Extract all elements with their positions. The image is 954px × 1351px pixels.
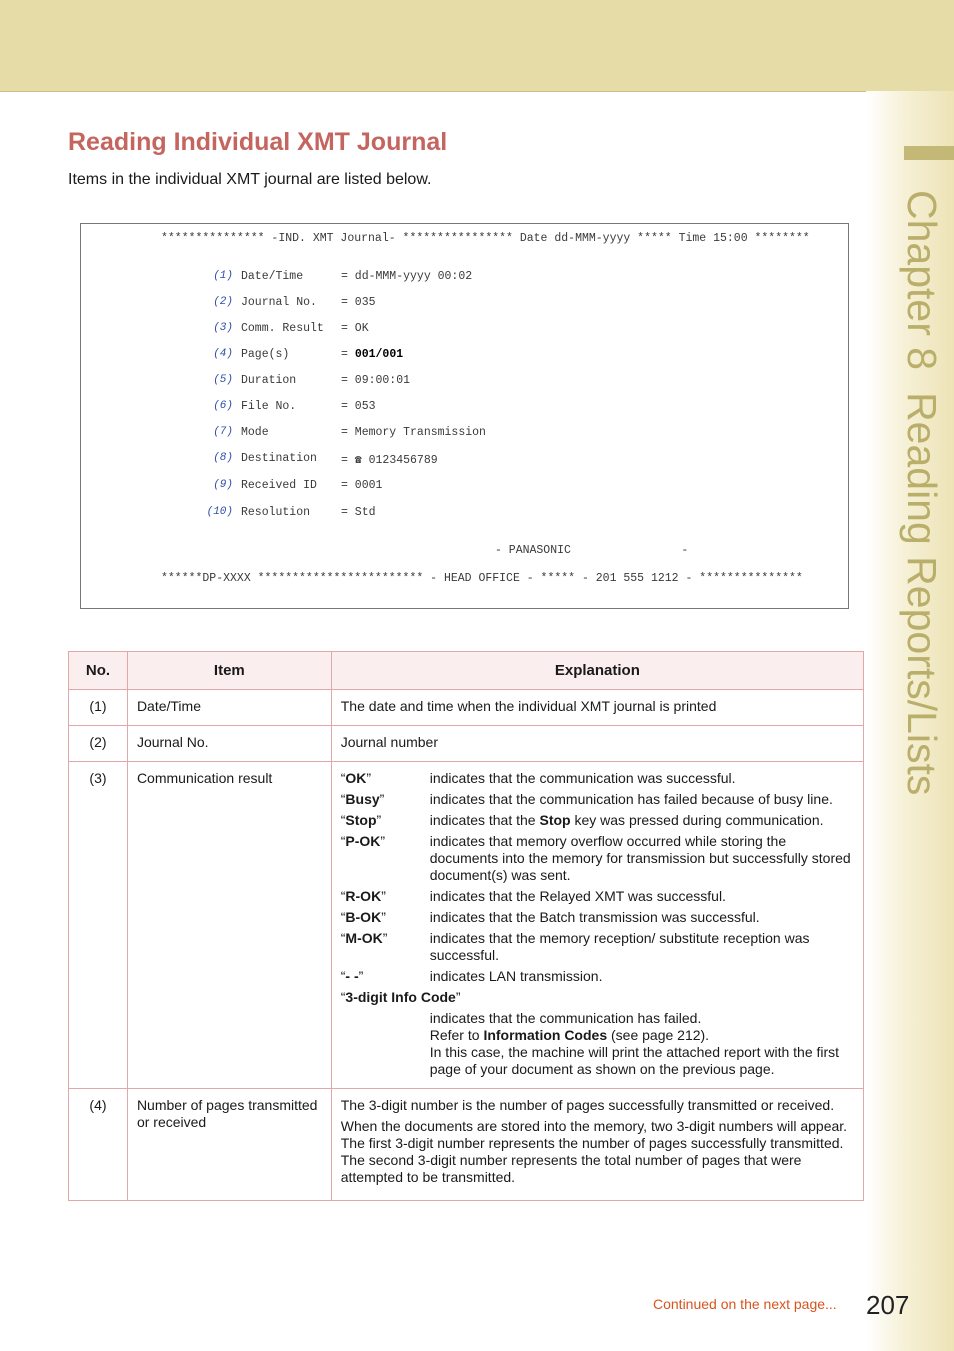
- chapter-title: Reading Reports/Lists: [899, 392, 945, 796]
- result-text: indicates that the Batch transmission was successful.: [429, 909, 760, 925]
- result-info-code: “3-digit Info Code”: [340, 989, 461, 1005]
- row-item: Number of pages transmitted or received: [127, 1089, 331, 1201]
- field-key: Destination: [241, 452, 317, 465]
- result-text: indicates that the communication was successful.: [429, 770, 736, 786]
- row-no: (3): [69, 762, 128, 1089]
- field-value: = 035: [341, 296, 376, 309]
- row-item: Journal No.: [127, 726, 331, 762]
- result-text: indicates that memory overflow occurred while storing the documents into the memory for transmission but successfully stored document(s) was sent.: [429, 833, 851, 883]
- field-value: = Memory Transmission: [341, 426, 486, 439]
- field-key: File No.: [241, 400, 297, 413]
- row-no: (1): [69, 690, 128, 726]
- top-band: [0, 0, 954, 92]
- table-row: [69, 1089, 864, 1201]
- info-line: In this case, the machine will print the attached report with the first page of your document as shown on the previous page.: [429, 1044, 840, 1077]
- page-number: 207: [866, 1290, 910, 1320]
- header-explanation: Explanation: [331, 652, 863, 690]
- row-explanation: [331, 762, 863, 1089]
- result-code: B-OK: [345, 909, 382, 925]
- field-value: = Std: [341, 506, 376, 519]
- result-p-ok: “P-OK” indicates that memory overflow occurred while storing the documents into the memory for transmission but successfully stored document(s) was sent.: [341, 833, 854, 884]
- field-number: (6): [213, 400, 233, 412]
- field-value: = 053: [341, 400, 376, 413]
- journal-field: [81, 426, 848, 442]
- result-code: M-OK: [345, 930, 383, 946]
- table-row: [69, 762, 864, 1089]
- chapter-tab: [904, 146, 954, 160]
- field-key: Comm. Result: [241, 322, 324, 335]
- explanation-paragraph: When the documents are stored into the memory, two 3-digit numbers will appear. The first 3-digit number represents the number of pages successfully transmitted. The second 3-digit number represents the total number of pages that were attempted to be transmitted.: [340, 1118, 848, 1185]
- journal-field: [81, 270, 848, 286]
- journal-field: [81, 374, 848, 390]
- field-key: Journal No.: [241, 296, 317, 309]
- result-busy: “Busy” indicates that the communication has failed because of busy line.: [341, 791, 854, 808]
- result-code: 3-digit Info Code: [345, 989, 456, 1005]
- journal-field: [81, 452, 848, 468]
- field-number: (9): [213, 479, 233, 491]
- continued-note: Continued on the next page...: [653, 1296, 837, 1312]
- field-number: (7): [213, 426, 233, 438]
- result-code: - -: [345, 968, 359, 984]
- journal-field: [81, 322, 848, 338]
- explanation-table: [68, 651, 864, 1201]
- field-number: (1): [213, 270, 233, 282]
- result-text: indicates that the memory reception/ substitute reception was successful.: [429, 930, 810, 963]
- field-number: (8): [213, 452, 233, 464]
- field-value: = ☎ 0123456789: [341, 454, 438, 467]
- result-code: R-OK: [345, 888, 382, 904]
- chapter-label: Chapter 8: [899, 190, 945, 371]
- header-item: Item: [127, 652, 331, 690]
- field-value: = 001/001: [341, 348, 404, 361]
- field-value: = OK: [341, 322, 369, 335]
- field-key: Resolution: [241, 506, 311, 519]
- field-number: (2): [213, 296, 233, 308]
- field-number: (3): [213, 322, 233, 334]
- row-explanation: [331, 1089, 863, 1201]
- result-code: Stop: [345, 812, 377, 828]
- row-no: (4): [69, 1089, 128, 1201]
- result-text: indicates that the Relayed XMT was successful.: [429, 888, 726, 904]
- result-text: indicates LAN transmission.: [429, 968, 603, 984]
- result-text: indicates that the communication has failed because of busy line.: [429, 791, 833, 807]
- field-key: Mode: [241, 426, 269, 439]
- result-stop: “Stop” indicates that the Stop key was pressed during communication.: [341, 812, 854, 829]
- result-m-ok: “M-OK” indicates that the memory reception/ substitute reception was successful.: [341, 930, 854, 964]
- result-code: P-OK: [345, 833, 381, 849]
- result-code: Busy: [345, 791, 380, 807]
- explanation-paragraph: The 3-digit number is the number of pages successfully transmitted or received.: [340, 1097, 835, 1113]
- result-ok: “OK” indicates that the communication was successful.: [341, 770, 854, 787]
- table-row: [69, 690, 864, 726]
- field-value: = dd-MMM-yyyy 00:02: [341, 270, 473, 283]
- journal-footer: ******DP-XXXX ************************ - HEAD OFFICE - ***** - 201 555 1212 - ***************: [161, 572, 803, 585]
- journal-field: [81, 400, 848, 416]
- journal-sender: - PANASONIC -: [495, 544, 689, 557]
- table-header-row: [69, 652, 864, 690]
- header-no: No.: [69, 652, 128, 690]
- result-lan: “- -” indicates LAN transmission.: [341, 968, 854, 985]
- journal-field: [81, 296, 848, 312]
- result-b-ok: “B-OK” indicates that the Batch transmission was successful.: [341, 909, 854, 926]
- row-no: (2): [69, 726, 128, 762]
- field-value: = 09:00:01: [341, 374, 411, 387]
- field-number: (10): [206, 506, 233, 518]
- section-heading: Reading Individual XMT Journal: [68, 128, 448, 156]
- field-key: Duration: [241, 374, 297, 387]
- field-key: Date/Time: [241, 270, 304, 283]
- field-number: (4): [213, 348, 233, 360]
- row-explanation: The date and time when the individual XMT journal is printed: [331, 690, 863, 726]
- info-code-explanation: [341, 1010, 854, 1078]
- chapter-side-title: [898, 190, 945, 795]
- table-row: [69, 726, 864, 762]
- result-r-ok: “R-OK” indicates that the Relayed XMT was successful.: [341, 888, 854, 905]
- info-line: indicates that the communication has failed.: [429, 1010, 702, 1026]
- info-refer: Refer to Information Codes (see page 212).: [429, 1027, 710, 1043]
- field-value: = 0001: [341, 479, 383, 492]
- journal-header: *************** -IND. XMT Journal- **************** Date dd-MMM-yyyy ***** Time 15:00 ********: [161, 232, 810, 245]
- result-text: indicates that the Stop key was pressed during communication.: [429, 812, 824, 828]
- row-item: Date/Time: [127, 690, 331, 726]
- result-code: OK: [345, 770, 367, 786]
- pages-value: 001/001: [354, 348, 404, 361]
- field-number: (5): [213, 374, 233, 386]
- row-item: Communication result: [127, 762, 331, 1089]
- journal-sample: [80, 223, 849, 609]
- journal-field: [81, 348, 848, 364]
- field-key: Page(s): [241, 348, 290, 361]
- intro-text: Items in the individual XMT journal are listed below.: [68, 171, 432, 188]
- journal-field: [81, 479, 848, 495]
- journal-field: [81, 506, 848, 522]
- row-explanation: Journal number: [331, 726, 863, 762]
- field-key: Received ID: [241, 479, 317, 492]
